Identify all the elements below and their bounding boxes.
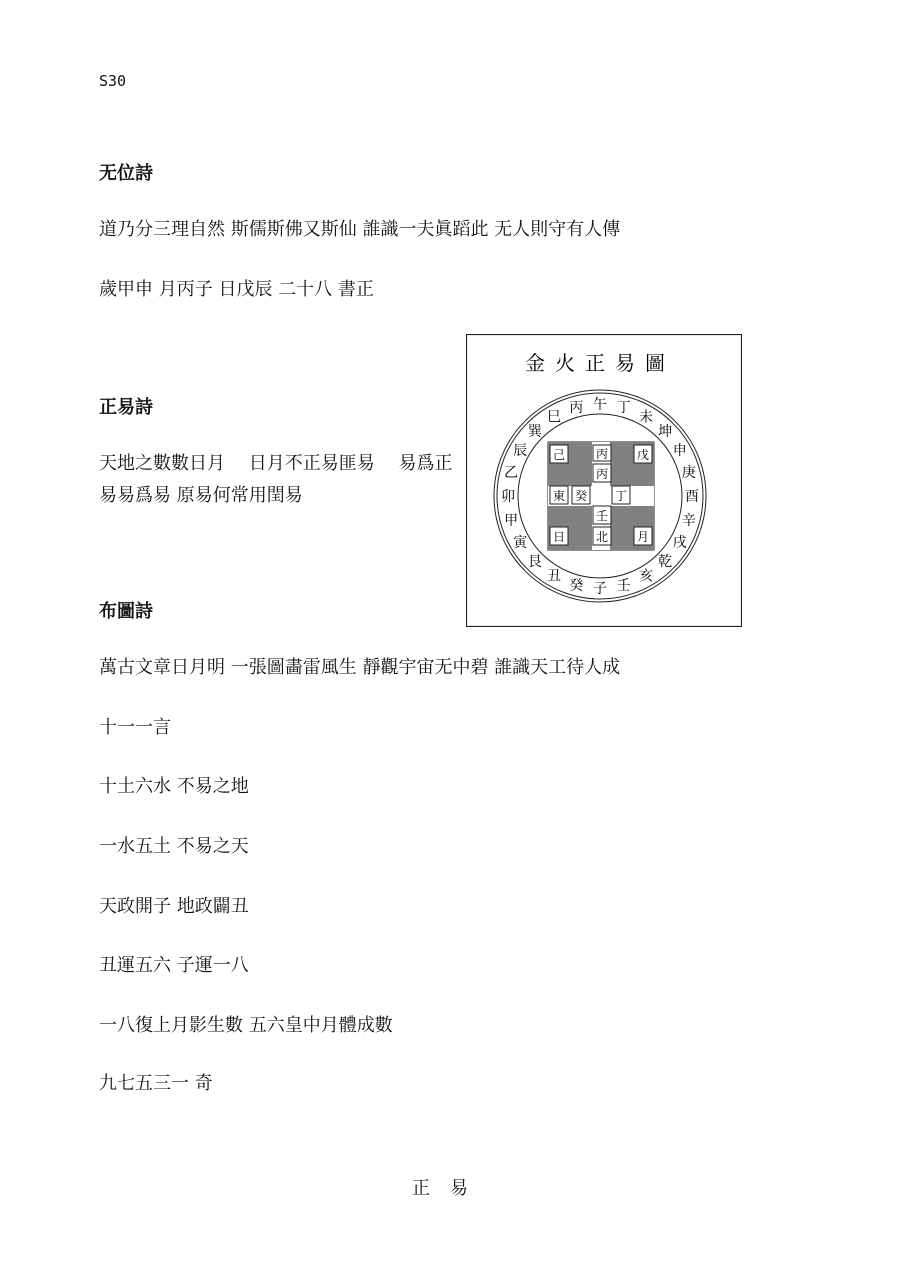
cell-top: 丙	[595, 447, 609, 461]
section-heading: 无位詩	[99, 163, 153, 184]
ring-label: 癸	[569, 577, 584, 594]
ring-label: 戌	[672, 535, 687, 551]
cell-right: 丁	[614, 489, 628, 503]
ring-label: 午	[593, 397, 607, 413]
ring-label: 巳	[547, 409, 561, 426]
text-line: 十一一言	[99, 717, 171, 738]
text-line: 一八復上月影生數 五六皇中月體成數	[99, 1015, 393, 1036]
ring-label: 未	[639, 409, 653, 426]
ring-label: 乾	[658, 554, 673, 571]
text-line: 十土六水 不易之地	[99, 776, 249, 797]
diagram-svg	[466, 334, 742, 627]
diagram-title: 金火正易圖	[525, 351, 675, 375]
text-line: 九七五三一 奇	[99, 1073, 213, 1094]
cell-corner-bl: 日	[552, 530, 566, 544]
ring-label: 甲	[504, 512, 519, 529]
text-line: 歲甲申 月丙子 日戊辰 二十八 書正	[99, 279, 374, 300]
cell-corner-tr: 戊	[636, 448, 650, 462]
jinhuo-zhengyi-diagram	[466, 334, 742, 627]
section-heading: 布圖詩	[99, 601, 153, 622]
section-heading: 正易詩	[99, 397, 153, 418]
ring-label: 子	[593, 581, 607, 597]
page-id: S30	[99, 72, 127, 90]
ring-label: 卯	[501, 489, 515, 505]
text-line: 道乃分三理自然 斯儒斯佛又斯仙 誰識一夫眞蹈此 无人則守有人傳	[99, 219, 621, 240]
ring-label: 乙	[504, 465, 519, 482]
text-line: 萬古文章日月明 一張圖畵雷風生 靜觀宇宙无中碧 誰識天工待人成	[99, 657, 621, 678]
ring-label: 申	[672, 443, 687, 459]
ring-label: 亥	[639, 568, 653, 585]
ring-label: 辛	[681, 512, 696, 529]
cell-left-b: 東	[552, 489, 566, 503]
cell-top-inner: 丙	[595, 467, 609, 481]
text-line: 丑運五六 子運一八	[99, 955, 249, 976]
ring-label: 寅	[513, 535, 528, 551]
ring-label: 艮	[527, 554, 542, 571]
ring-label: 庚	[681, 465, 696, 482]
cell-bottom: 壬	[595, 509, 609, 523]
text-line: 一水五土 不易之天	[99, 836, 249, 857]
text-line: 易易爲易 原易何常用閏易	[99, 485, 303, 506]
ring-label: 丑	[547, 568, 561, 585]
cell-bottom-b: 北	[595, 530, 609, 544]
page-footer: 正易	[412, 1178, 488, 1199]
text-line: 天政開子 地政闢丑	[99, 896, 249, 917]
ring-label: 坤	[658, 423, 673, 440]
ring-label: 辰	[513, 443, 528, 459]
ring-label: 壬	[616, 577, 631, 594]
cell-corner-br: 月	[636, 530, 650, 544]
ring-label: 丁	[616, 400, 631, 417]
ring-label: 巽	[527, 423, 542, 440]
cell-corner-tl: 己	[552, 448, 566, 462]
cell-left-a: 癸	[574, 489, 588, 503]
text-line: 天地之數數日月 日月不正易匪易 易爲正	[99, 453, 453, 474]
ring-label: 酉	[685, 489, 699, 505]
ring-label: 丙	[569, 400, 584, 417]
